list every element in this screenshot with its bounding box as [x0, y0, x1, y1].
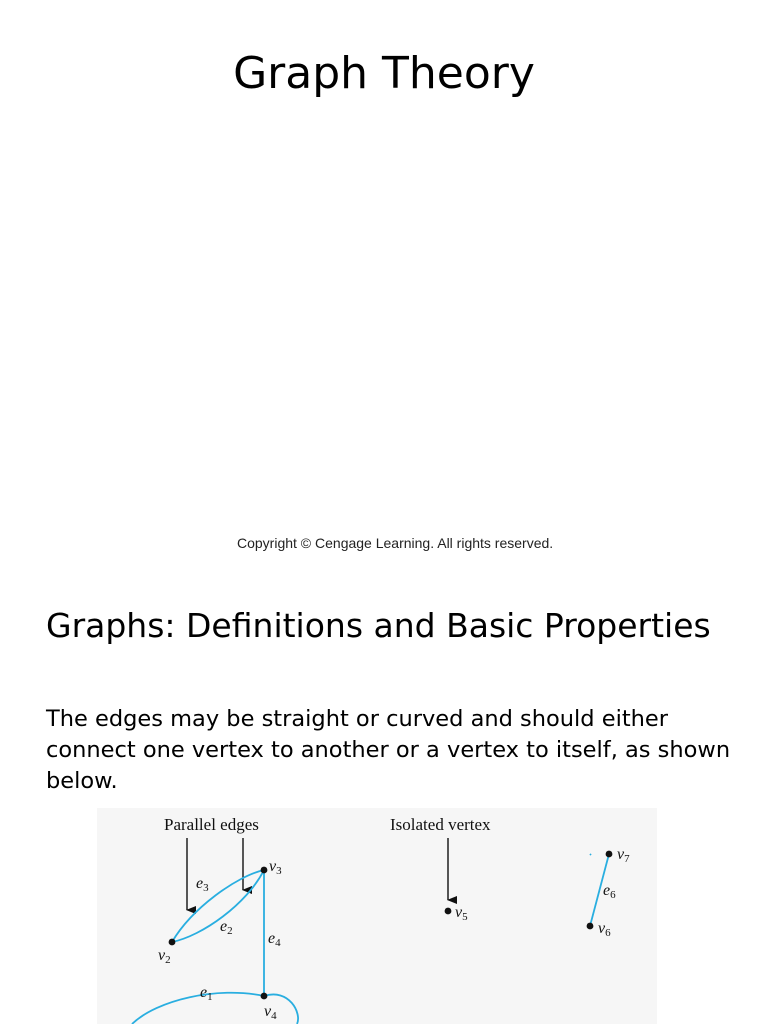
vertex-label-v6: v6	[598, 920, 611, 939]
edge-label-e2: e2	[220, 918, 233, 937]
vertex-v4-dot	[261, 993, 268, 1000]
slide-body-text: The edges may be straight or curved and should either connect one vertex to another or a vertex to itself, as shown below.	[46, 706, 731, 794]
vertex-v6-dot	[587, 923, 594, 930]
parallel-edges-caption: Parallel edges	[164, 815, 259, 834]
slide-heading: Graphs: Definitions and Basic Properties	[46, 606, 711, 645]
edge-e6-stub	[590, 854, 591, 855]
vertex-v7-dot	[606, 851, 613, 858]
edge-e3	[172, 870, 264, 942]
page-title: Graph Theory	[233, 48, 535, 99]
edge-label-e4: e4	[268, 930, 281, 949]
vertex-label-v3: v3	[269, 858, 282, 877]
edge-label-e3: e3	[196, 875, 209, 894]
vertex-label-v2: v2	[158, 947, 171, 966]
copyright-notice: Copyright © Cengage Learning. All rights reserved.	[237, 535, 554, 551]
vertex-v5-dot	[445, 908, 452, 915]
vertex-label-v7: v7	[617, 846, 630, 865]
graph-diagram	[97, 808, 657, 1024]
vertex-label-v4: v4	[264, 1003, 277, 1022]
vertex-v3-dot	[261, 867, 268, 874]
edge-e2	[172, 870, 264, 942]
edge-label-e6: e6	[603, 882, 616, 901]
isolated-vertex-caption: Isolated vertex	[390, 815, 491, 834]
vertex-label-v5: v5	[455, 904, 468, 923]
vertex-v2-dot	[169, 939, 176, 946]
edge-e1	[132, 993, 264, 1024]
graph-figure	[97, 808, 657, 1024]
edge-label-e1: e1	[200, 984, 213, 1003]
